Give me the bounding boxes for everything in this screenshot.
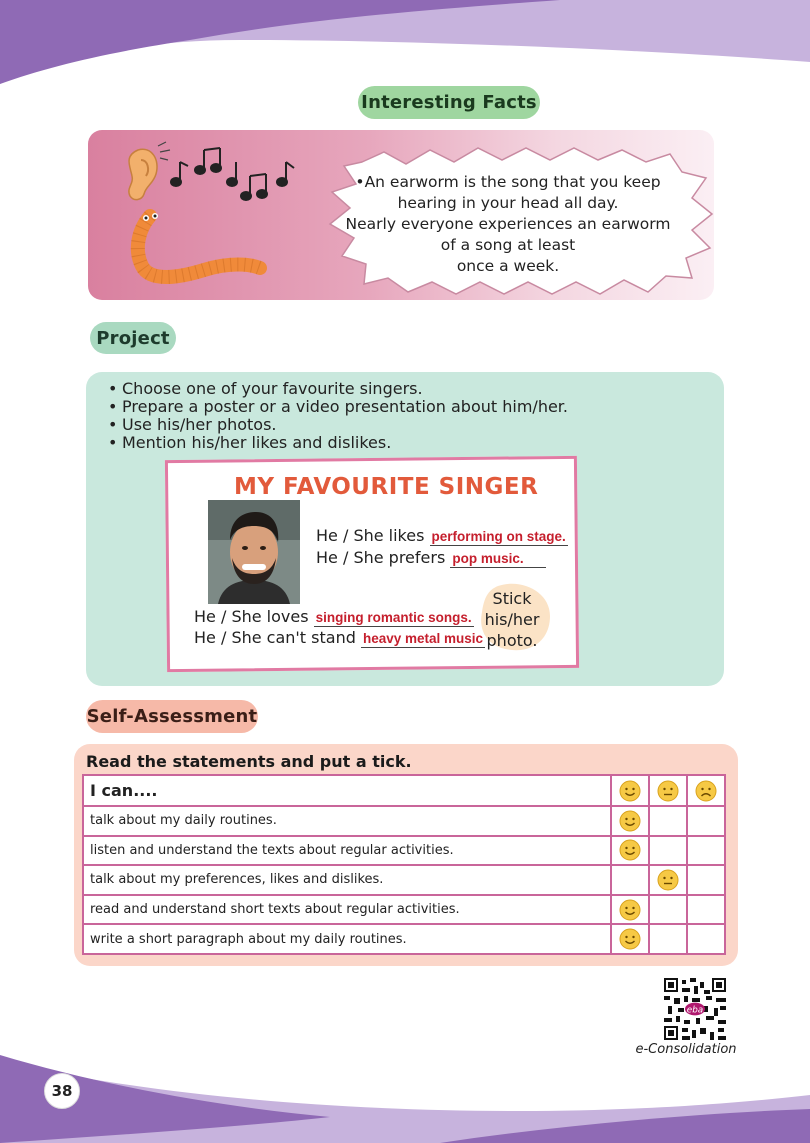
neutral-tick-cell[interactable] bbox=[649, 924, 687, 954]
statement-cell: talk about my daily routines. bbox=[83, 806, 611, 836]
stick-line: photo. bbox=[486, 631, 538, 650]
statement-cell: read and understand short texts about regular activities. bbox=[83, 895, 611, 925]
neutral-face-icon bbox=[657, 869, 679, 891]
self-assessment-instruction: Read the statements and put a tick. bbox=[86, 752, 412, 771]
statement-cell: write a short paragraph about my daily routines. bbox=[83, 924, 611, 954]
table-row bbox=[83, 924, 725, 954]
neutral-column-header bbox=[649, 775, 687, 806]
bottom-decoration bbox=[0, 1055, 810, 1143]
sad-tick-cell[interactable] bbox=[687, 865, 725, 895]
happy-tick-cell[interactable] bbox=[611, 895, 649, 925]
happy-tick-cell[interactable] bbox=[611, 806, 649, 836]
poster-cant-stand-answer: heavy metal music bbox=[362, 631, 484, 646]
singer-photo bbox=[208, 500, 300, 604]
music-notes-icon bbox=[171, 148, 294, 200]
sad-tick-cell[interactable] bbox=[687, 924, 725, 954]
neutral-face-icon bbox=[657, 780, 679, 802]
poster-likes-answer: performing on stage. bbox=[431, 529, 566, 544]
happy-tick-cell[interactable] bbox=[611, 865, 649, 895]
fact-line: of a song at least bbox=[440, 236, 576, 254]
poster-prefers-label: He / She prefers bbox=[316, 548, 446, 567]
poster-cant-stand-label: He / She can't stand bbox=[194, 628, 356, 647]
self-assessment-table bbox=[82, 774, 726, 955]
table-row bbox=[83, 806, 725, 836]
sad-tick-cell[interactable] bbox=[687, 836, 725, 866]
project-heading: Project bbox=[90, 322, 176, 354]
happy-tick-cell[interactable] bbox=[611, 924, 649, 954]
table-header-row bbox=[83, 775, 725, 806]
sad-face-icon bbox=[695, 780, 717, 802]
poster-likes-label: He / She likes bbox=[316, 526, 425, 545]
neutral-tick-cell[interactable] bbox=[649, 836, 687, 866]
stick-photo-text bbox=[482, 588, 542, 651]
poster-prefers-line bbox=[316, 548, 546, 568]
statement-cell: talk about my preferences, likes and dislikes. bbox=[83, 865, 611, 895]
fact-line: once a week. bbox=[456, 257, 560, 275]
table-row bbox=[83, 865, 725, 895]
list-item: • Mention his/her likes and dislikes. bbox=[108, 434, 628, 452]
page-number: 38 bbox=[44, 1073, 80, 1109]
table-row bbox=[83, 836, 725, 866]
table-row bbox=[83, 895, 725, 925]
happy-face-icon bbox=[619, 780, 641, 802]
happy-tick-cell[interactable] bbox=[611, 836, 649, 866]
interesting-facts-heading: Interesting Facts bbox=[358, 86, 540, 119]
happy-face-icon bbox=[619, 928, 641, 950]
earworm-fact-text bbox=[338, 172, 678, 277]
self-assessment-heading: Self-Assessment bbox=[86, 700, 258, 733]
sad-tick-cell[interactable] bbox=[687, 806, 725, 836]
happy-face-icon bbox=[619, 899, 641, 921]
fact-line: •An earworm is the song that you keep bbox=[355, 173, 661, 191]
happy-face-icon bbox=[619, 839, 641, 861]
stick-line: his/her bbox=[484, 610, 540, 629]
happy-face-icon bbox=[619, 810, 641, 832]
top-decoration bbox=[0, 0, 810, 90]
poster-title: MY FAVOURITE SINGER bbox=[234, 474, 539, 500]
poster-prefers-answer: pop music. bbox=[450, 551, 546, 568]
worm-icon bbox=[138, 216, 260, 277]
neutral-tick-cell[interactable] bbox=[649, 895, 687, 925]
poster-loves-answer: singing romantic songs. bbox=[315, 610, 472, 625]
fact-line: hearing in your head all day. bbox=[397, 194, 619, 212]
poster-loves-line bbox=[194, 607, 474, 627]
svg-text:eba: eba bbox=[686, 1005, 704, 1016]
qr-label: e-Consolidation bbox=[635, 1042, 737, 1057]
statement-cell: listen and understand the texts about regular activities. bbox=[83, 836, 611, 866]
happy-column-header bbox=[611, 775, 649, 806]
poster-likes-line bbox=[316, 526, 568, 546]
stick-line: Stick bbox=[492, 589, 532, 608]
list-item: • Choose one of your favourite singers. bbox=[108, 380, 628, 398]
i-can-header: I can.... bbox=[83, 775, 611, 806]
sad-column-header bbox=[687, 775, 725, 806]
project-instructions bbox=[108, 380, 628, 452]
sad-tick-cell[interactable] bbox=[687, 895, 725, 925]
earworm-illustration bbox=[108, 138, 308, 298]
poster-loves-label: He / She loves bbox=[194, 607, 309, 626]
list-item: • Prepare a poster or a video presentation about him/her. bbox=[108, 398, 628, 416]
fact-line: Nearly everyone experiences an earworm bbox=[345, 215, 671, 233]
qr-code-icon[interactable] bbox=[664, 978, 726, 1040]
neutral-tick-cell[interactable] bbox=[649, 806, 687, 836]
ear-icon bbox=[129, 149, 157, 199]
poster-cant-stand-line bbox=[194, 628, 485, 648]
list-item: • Use his/her photos. bbox=[108, 416, 628, 434]
neutral-tick-cell[interactable] bbox=[649, 865, 687, 895]
